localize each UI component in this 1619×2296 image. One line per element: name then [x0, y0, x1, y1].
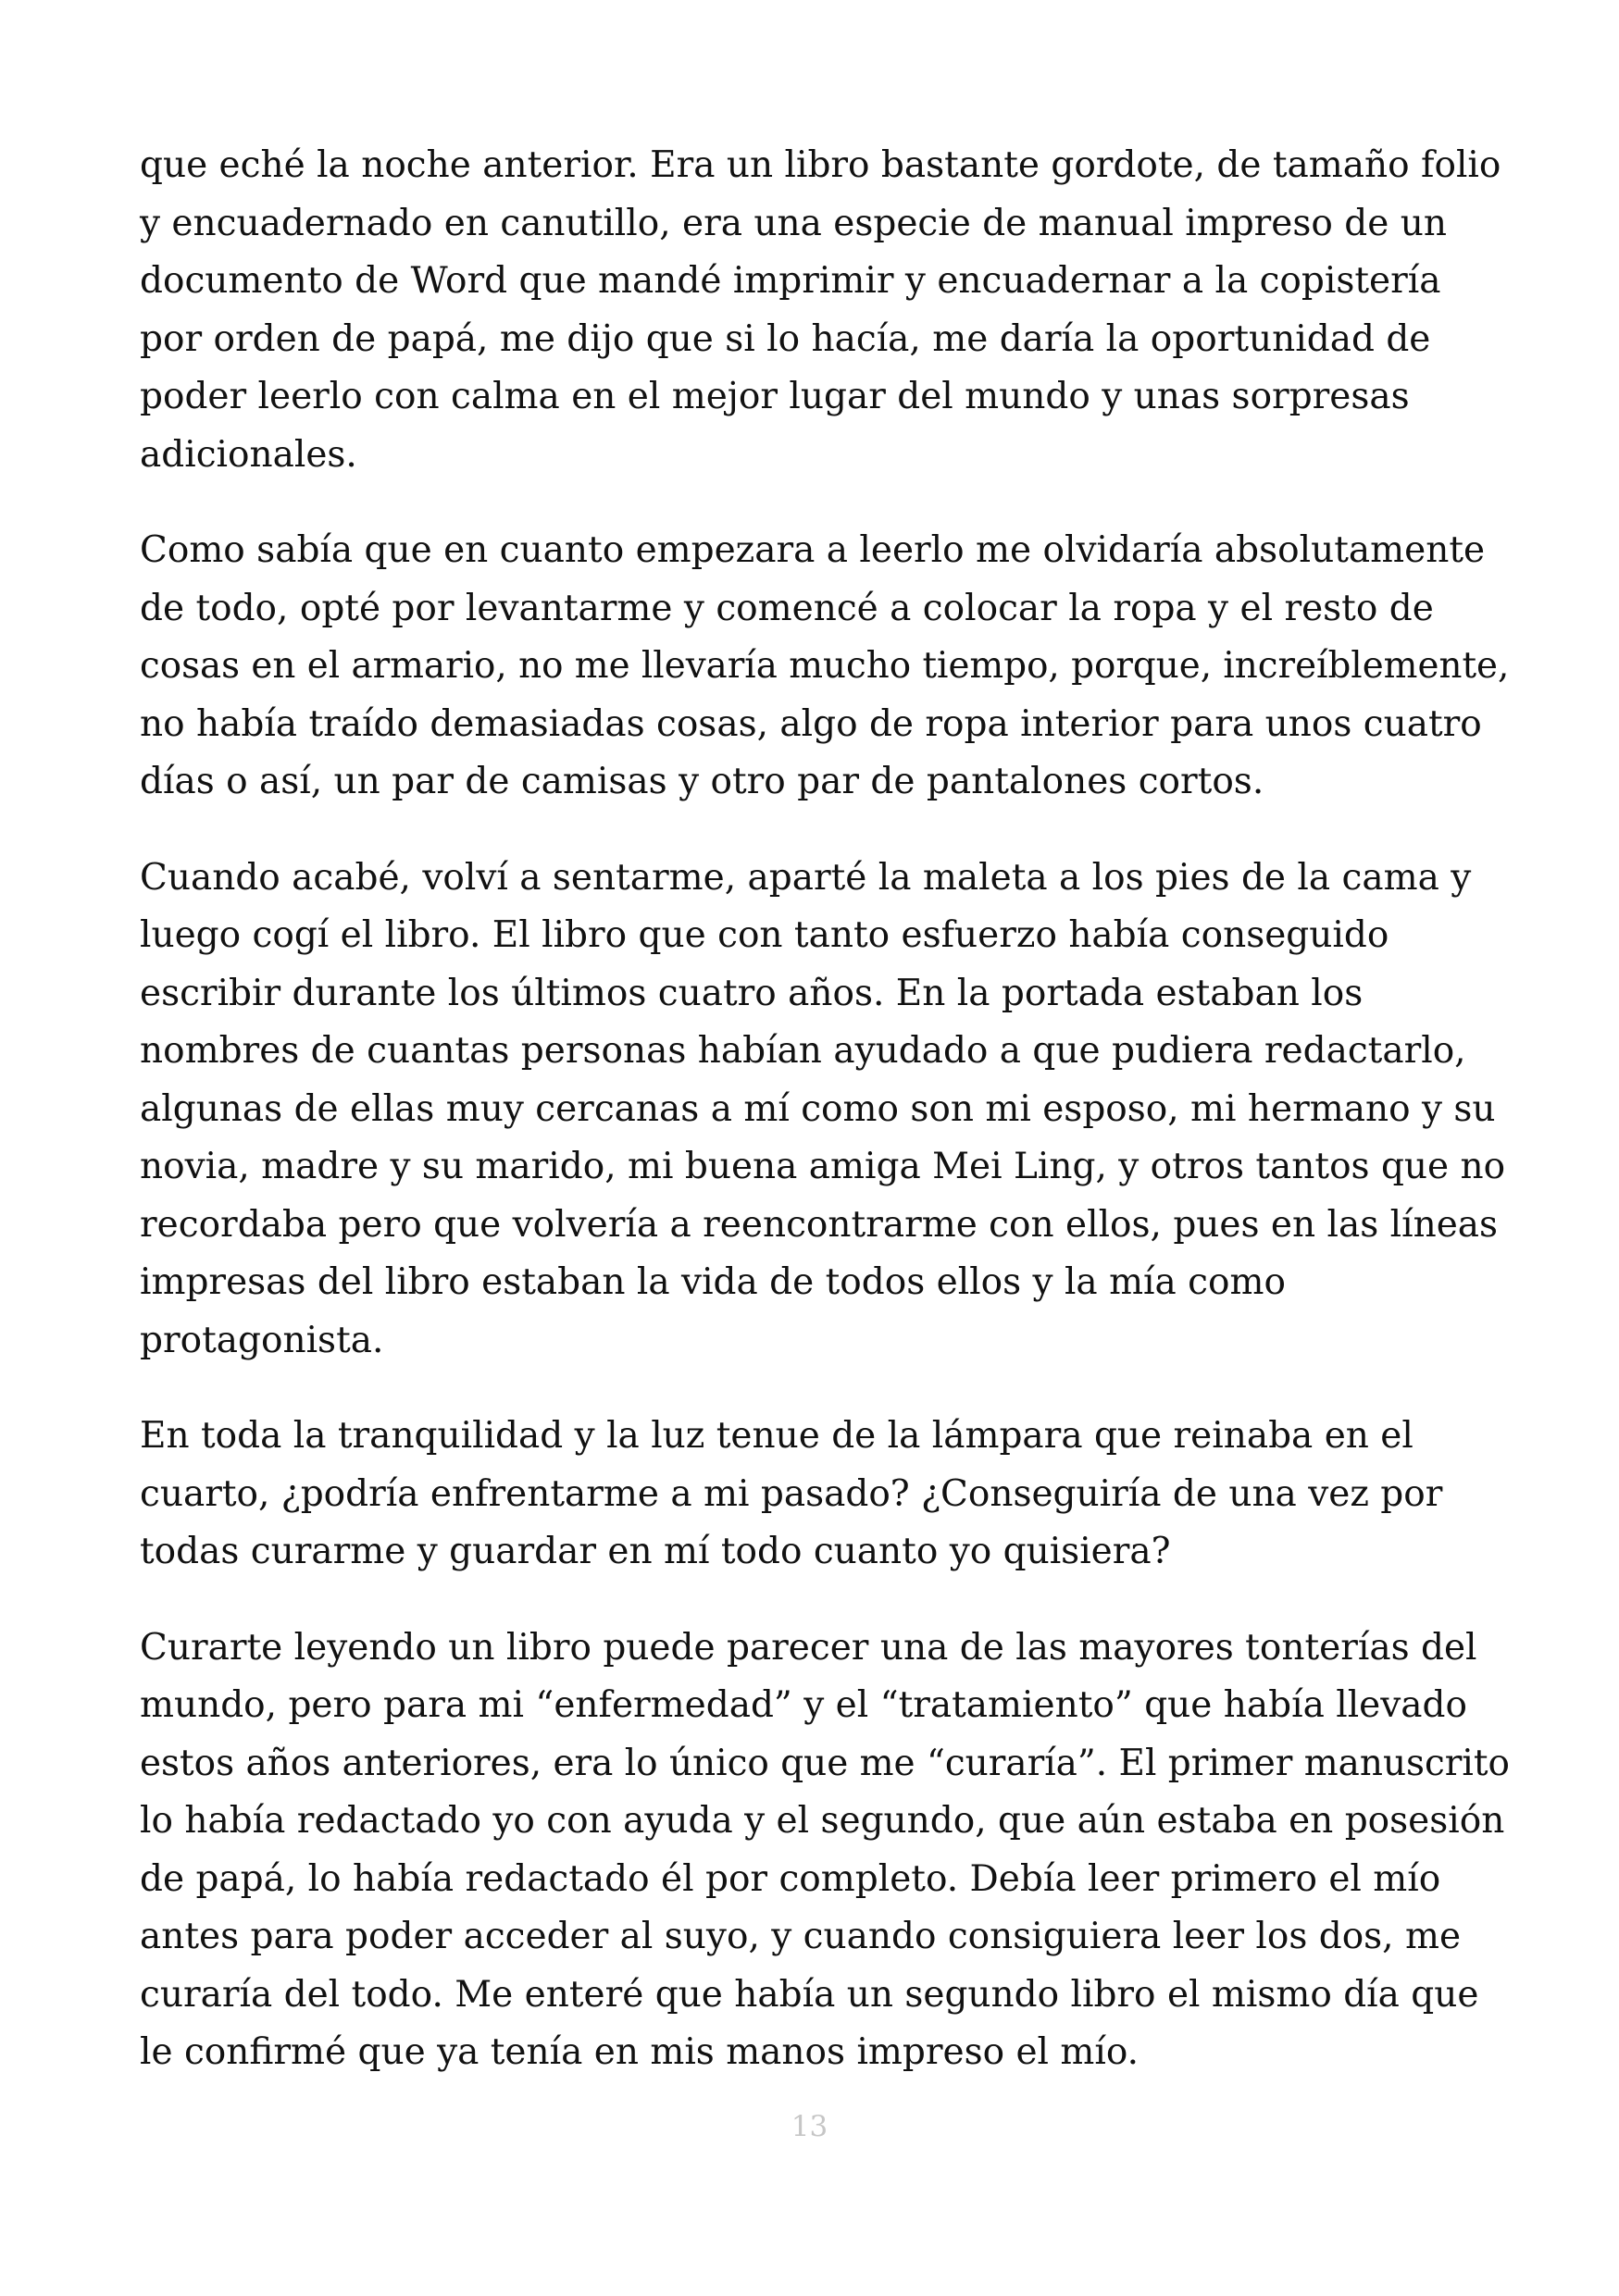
- text-line: adicionales.: [140, 433, 357, 476]
- text-line: poder leerlo con calma en el mejor lugar del mundo y unas sorpresas: [140, 376, 1410, 417]
- paragraph-5: [140, 1620, 1510, 2082]
- text-line: novia, madre y su marido, mi buena amiga Mei Ling, y otros tantos que no: [140, 1146, 1506, 1187]
- text-line: documento de Word que mandé imprimir y encuadernar a la copistería: [140, 260, 1441, 302]
- text-line: Cuando acabé, volví a sentarme, aparté la maleta a los pies de la cama y: [140, 856, 1472, 899]
- text-line: estos años anteriores, era lo único que me “curaría”. El primer manuscrito: [140, 1742, 1510, 1784]
- text-line: En toda la tranquilidad y la luz tenue de la lámpara que reinaba en el: [140, 1415, 1414, 1457]
- text-line: nombres de cuantas personas habían ayudado a que pudiera redactarlo,: [140, 1030, 1466, 1072]
- text-line: que eché la noche anterior. Era un libro bastante gordote, de tamaño folio: [140, 144, 1501, 186]
- paragraph-2: [140, 522, 1510, 812]
- text-line: escribir durante los últimos cuatro años. En la portada estaban los: [140, 972, 1364, 1014]
- text-line: lo había redactado yo con ayuda y el segundo, que aún estaba en posesión: [140, 1800, 1505, 1842]
- text-line: todas curarme y guardar en mí todo cuanto yo quisiera?: [140, 1531, 1171, 1572]
- page-number: 13: [791, 2110, 828, 2143]
- text-line: protagonista.: [140, 1319, 384, 1361]
- paragraph-1: [140, 137, 1510, 484]
- paragraph-4: [140, 1408, 1510, 1582]
- text-line: por orden de papá, me dijo que si lo hacía, me daría la oportunidad de: [140, 317, 1431, 360]
- body-text: [140, 137, 1510, 2120]
- text-line: Curarte leyendo un libro puede parecer una de las mayores tonterías del: [140, 1626, 1477, 1669]
- text-line: no había traído demasiadas cosas, algo de ropa interior para unos cuatro: [140, 702, 1482, 745]
- text-line: Como sabía que en cuanto empezara a leerlo me olvidaría absolutamente: [140, 529, 1486, 571]
- text-line: de todo, opté por levantarme y comencé a colocar la ropa y el resto de: [140, 587, 1434, 629]
- text-line: días o así, un par de camisas y otro par de pantalones cortos.: [140, 761, 1264, 802]
- text-line: recordaba pero que volvería a reencontrarme con ellos, pues en las líneas: [140, 1203, 1499, 1246]
- text-line: luego cogí el libro. El libro que con tanto esfuerzo había conseguido: [140, 914, 1389, 956]
- text-line: impresas del libro estaban la vida de todos ellos y la mía como: [140, 1261, 1286, 1303]
- text-line: algunas de ellas muy cercanas a mí como son mi esposo, mi hermano y su: [140, 1087, 1496, 1130]
- text-line: de papá, lo había redactado él por completo. Debía leer primero el mío: [140, 1857, 1441, 1900]
- paragraph-3: [140, 850, 1510, 1371]
- text-line: cosas en el armario, no me llevaría mucho tiempo, porque, increíblemente,: [140, 645, 1510, 687]
- text-line: cuarto, ¿podría enfrentarme a mi pasado? ¿Conseguiría de una vez por: [140, 1472, 1443, 1515]
- text-line: mundo, pero para mi “enfermedad” y el “tratamiento” que había llevado: [140, 1684, 1467, 1726]
- text-line: curaría del todo. Me enteré que había un segundo libro el mismo día que: [140, 1973, 1479, 2016]
- text-line: le confirmé que ya tenía en mis manos impreso el mío.: [140, 2031, 1140, 2073]
- text-line: antes para poder acceder al suyo, y cuando consiguiera leer los dos, me: [140, 1916, 1462, 1957]
- text-line: y encuadernado en canutillo, era una especie de manual impreso de un: [140, 202, 1447, 244]
